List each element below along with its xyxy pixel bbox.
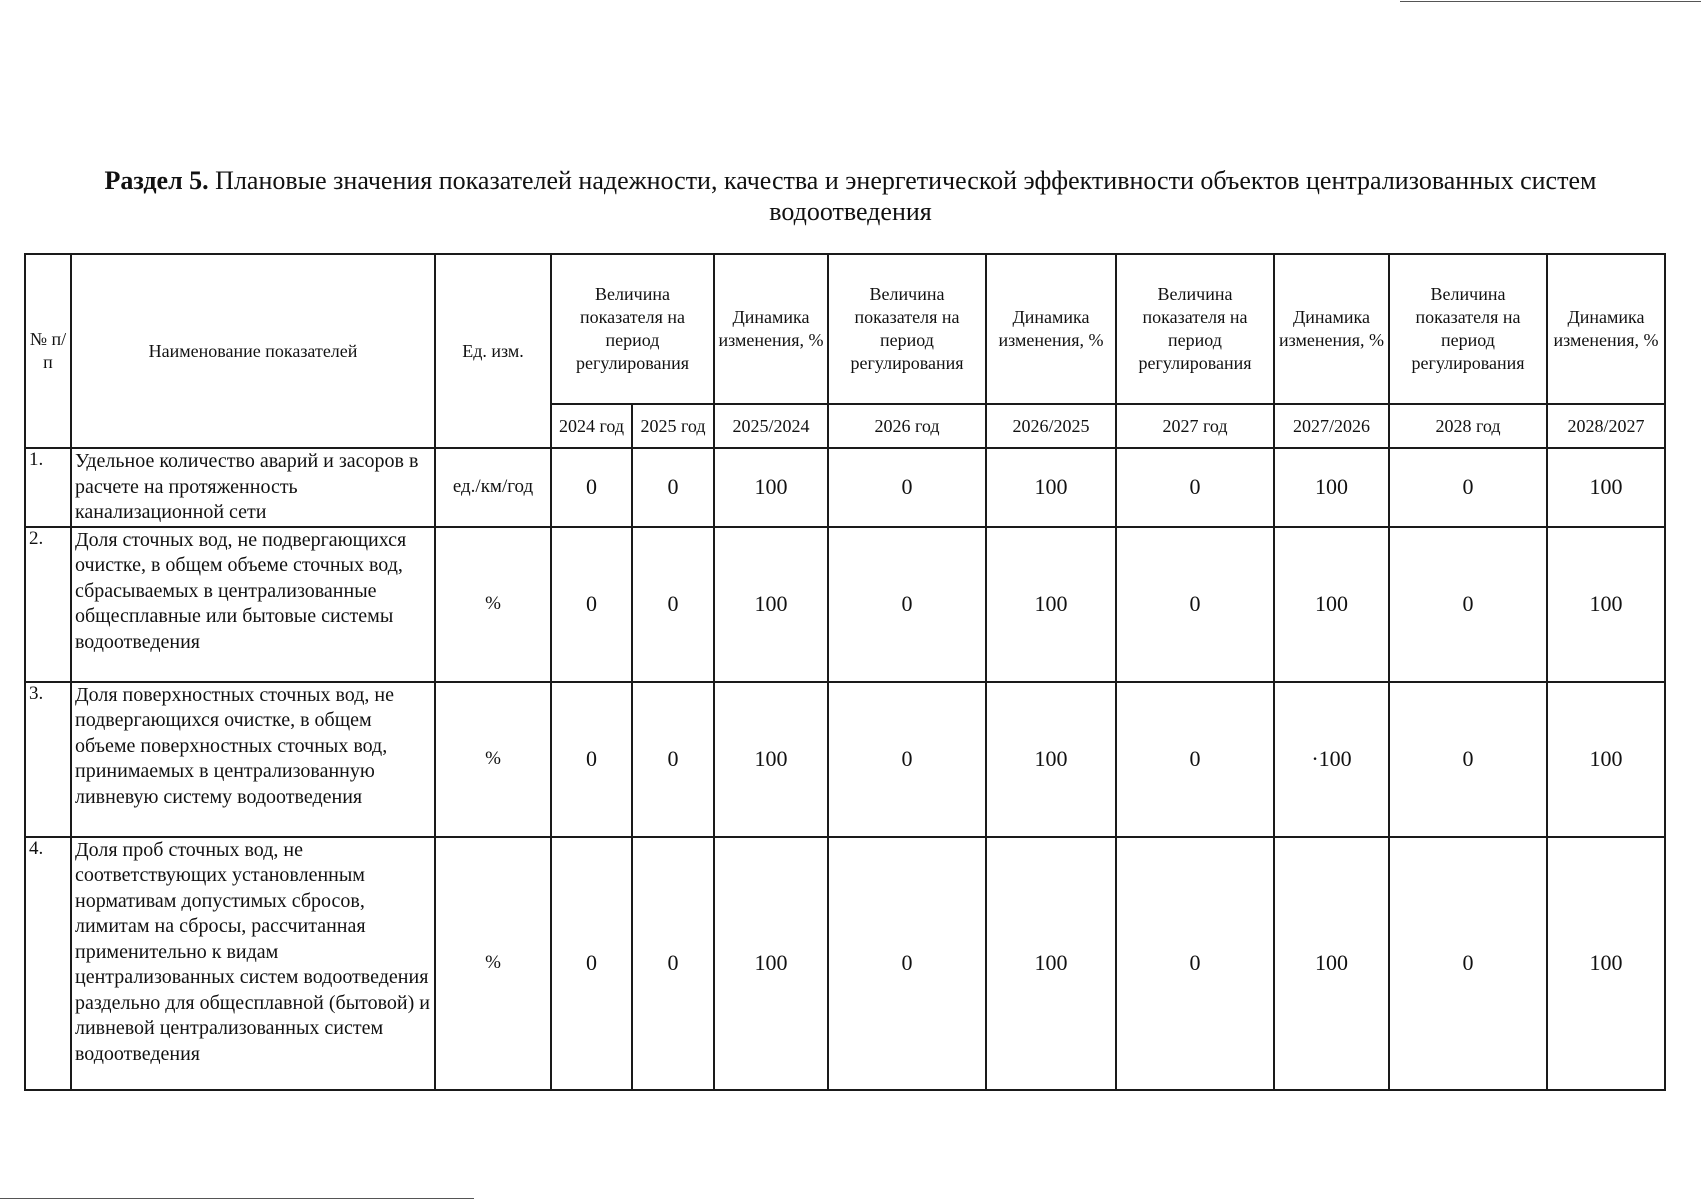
value-2025: 0 (632, 682, 714, 837)
indicators-table (24, 253, 1666, 1091)
header-dynamics-1: Динамика изменения, % (714, 254, 828, 404)
dynamics-2027-2026: 100 (1274, 527, 1389, 682)
value-2027: 0 (1116, 682, 1274, 837)
dynamics-2025-2024: 100 (714, 448, 828, 527)
table-row (25, 837, 1665, 1090)
row-number: 2. (25, 527, 71, 682)
value-2025: 0 (632, 448, 714, 527)
header-dynamics-4: Динамика изменения, % (1547, 254, 1665, 404)
section-title-text: Плановые значения показателей надежности, качества и энергетической эффективности объектов централизованных систем водоотведения (208, 166, 1597, 226)
dynamics-2028-2027: 100 (1547, 682, 1665, 837)
header-value-2024-2025: Величина показателя на период регулирования (551, 254, 714, 404)
header-num: № п/п (25, 254, 71, 448)
bottom-rule (0, 1198, 474, 1199)
subheader-2024: 2024 год (551, 404, 632, 448)
dynamics-2026-2025: 100 (986, 448, 1116, 527)
section-label: Раздел 5. (104, 166, 209, 195)
subheader-2025-2024: 2025/2024 (714, 404, 828, 448)
value-2025: 0 (632, 527, 714, 682)
dynamics-2028-2027: 100 (1547, 527, 1665, 682)
value-2028: 0 (1389, 682, 1547, 837)
indicator-name: Доля поверхностных сточных вод, не подвергающихся очистке, в общем объеме поверхностных сточных вод, принимаемых в централизованную ливневую систему водоотведения (71, 682, 435, 837)
value-2026: 0 (828, 448, 986, 527)
value-2028: 0 (1389, 527, 1547, 682)
value-2024: 0 (551, 682, 632, 837)
subheader-2026-2025: 2026/2025 (986, 404, 1116, 448)
value-2026: 0 (828, 682, 986, 837)
subheader-2025: 2025 год (632, 404, 714, 448)
top-rule (1400, 1, 1701, 2)
page-title (40, 165, 1661, 227)
dynamics-2025-2024: 100 (714, 682, 828, 837)
indicator-unit: % (435, 682, 551, 837)
header-name: Наименование показателей (71, 254, 435, 448)
subheader-2027-2026: 2027/2026 (1274, 404, 1389, 448)
header-dynamics-3: Динамика изменения, % (1274, 254, 1389, 404)
subheader-2028: 2028 год (1389, 404, 1547, 448)
dynamics-2027-2026: 100 (1274, 837, 1389, 1090)
table-row (25, 448, 1665, 527)
table-row (25, 682, 1665, 837)
header-unit: Ед. изм. (435, 254, 551, 448)
header-row (25, 254, 1665, 404)
dynamics-2028-2027: 100 (1547, 837, 1665, 1090)
subheader-2028-2027: 2028/2027 (1547, 404, 1665, 448)
value-2024: 0 (551, 448, 632, 527)
header-value-2028: Величина показателя на период регулирования (1389, 254, 1547, 404)
indicator-name: Доля проб сточных вод, не соответствующих установленным нормативам допустимых сбросов, лимитам на сбросы, рассчитанная применительно к видам централизованных систем водоотведения раздельно для общесплавной (бытовой) и ливневой централизованных систем водоотведения (71, 837, 435, 1090)
header-value-2027: Величина показателя на период регулирования (1116, 254, 1274, 404)
subheader-2027: 2027 год (1116, 404, 1274, 448)
value-2027: 0 (1116, 837, 1274, 1090)
value-2025: 0 (632, 837, 714, 1090)
dynamics-2026-2025: 100 (986, 527, 1116, 682)
dynamics-2027-2026: ·100 (1274, 682, 1389, 837)
dynamics-2026-2025: 100 (986, 837, 1116, 1090)
row-number: 1. (25, 448, 71, 527)
header-value-2026: Величина показателя на период регулирования (828, 254, 986, 404)
indicator-unit: % (435, 527, 551, 682)
table-row (25, 527, 1665, 682)
value-2028: 0 (1389, 448, 1547, 527)
indicator-unit: ед./км/год (435, 448, 551, 527)
indicator-unit: % (435, 837, 551, 1090)
value-2024: 0 (551, 527, 632, 682)
value-2028: 0 (1389, 837, 1547, 1090)
header-dynamics-2: Динамика изменения, % (986, 254, 1116, 404)
value-2027: 0 (1116, 527, 1274, 682)
value-2026: 0 (828, 837, 986, 1090)
row-number: 4. (25, 837, 71, 1090)
dynamics-2025-2024: 100 (714, 837, 828, 1090)
indicator-name: Доля сточных вод, не подвергающихся очистке, в общем объеме сточных вод, сбрасываемых в централизованные общесплавные или бытовые системы водоотведения (71, 527, 435, 682)
dynamics-2026-2025: 100 (986, 682, 1116, 837)
dynamics-2027-2026: 100 (1274, 448, 1389, 527)
row-number: 3. (25, 682, 71, 837)
value-2024: 0 (551, 837, 632, 1090)
indicator-name: Удельное количество аварий и засоров в расчете на протяженность канализационной сети (71, 448, 435, 527)
subheader-2026: 2026 год (828, 404, 986, 448)
value-2026: 0 (828, 527, 986, 682)
dynamics-2028-2027: 100 (1547, 448, 1665, 527)
value-2027: 0 (1116, 448, 1274, 527)
dynamics-2025-2024: 100 (714, 527, 828, 682)
